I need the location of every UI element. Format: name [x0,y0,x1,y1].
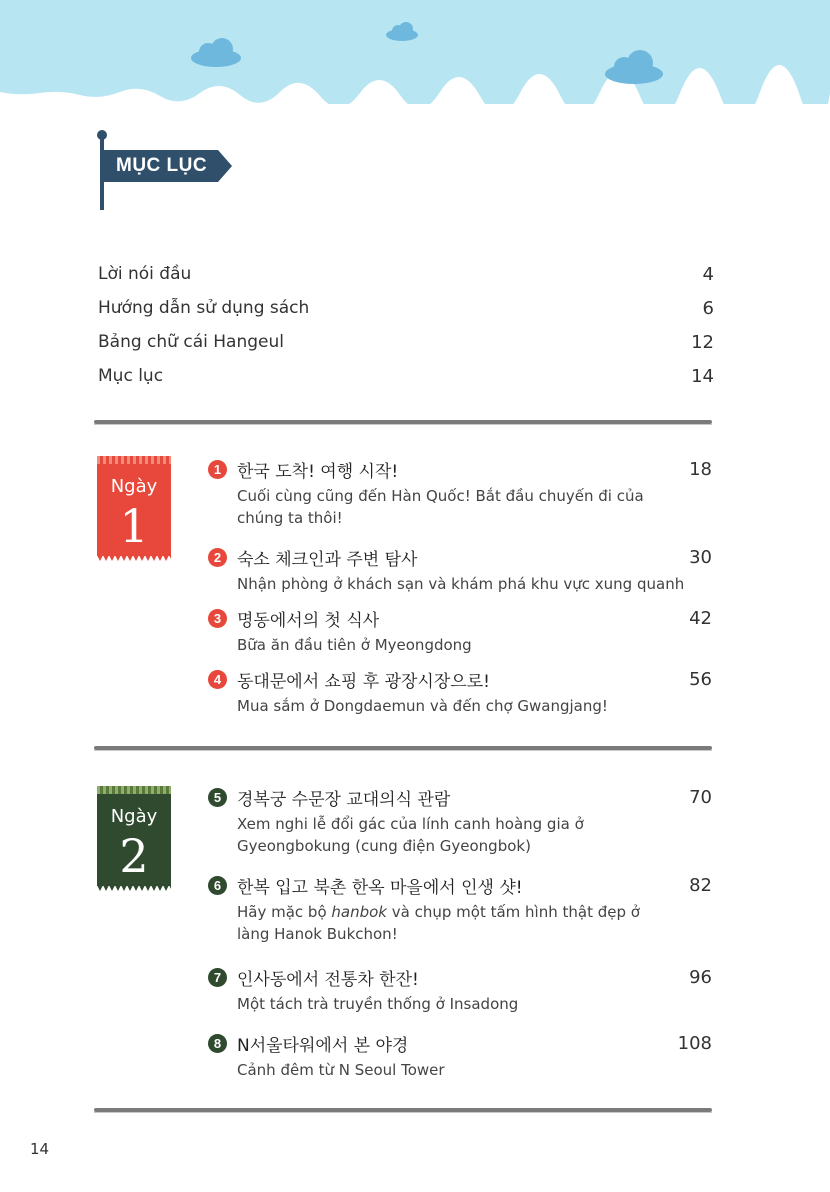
lesson-number-badge: 7 [208,968,227,987]
lesson-entry[interactable] [208,606,712,656]
sky-illustration [0,0,830,110]
lesson-page-number: 18 [689,458,712,480]
lesson-page-number: 56 [689,668,712,690]
lesson-entry[interactable] [208,785,712,857]
lesson-title-vietnamese: Bữa ăn đầu tiên ở Myeongdong [237,636,472,654]
lesson-page-number: 108 [677,1032,712,1054]
toc-entry[interactable]: Mục lục 14 [98,366,714,387]
flag-banner [104,150,232,182]
lesson-title-vietnamese: Xem nghi lễ đổi gác của lính canh hoàng gia ở Gyeongbokung (cung điện Gyeongbok) [237,815,584,855]
section-divider [94,1108,712,1112]
lesson-title-korean: 경복궁 수문장 교대의식 관람 [237,789,451,810]
lesson-number-badge: 3 [208,609,227,628]
lesson-page-number: 82 [689,874,712,896]
day-1-tag [97,456,171,556]
section-divider [94,420,712,424]
intro-list [98,264,714,400]
sky-banner [0,0,830,104]
lesson-title-vietnamese: Một tách trà truyền thống ở Insadong [237,995,519,1013]
lesson-entry[interactable] [208,457,712,529]
day-label: Ngày [110,476,158,497]
page-number: 14 [30,1140,50,1158]
lesson-title-vietnamese: Cảnh đêm từ N Seoul Tower [237,1061,445,1079]
day-tag-tab [97,456,171,464]
lesson-title-korean: 명동에서의 첫 식사 [237,610,380,631]
day-2-tag [97,786,171,886]
lesson-entry[interactable] [208,965,712,1015]
day-tag-tab [97,786,171,794]
lesson-page-number: 42 [689,607,712,629]
lesson-title-korean: 인사동에서 전통차 한잔! [237,969,419,990]
lesson-title-korean: 동대문에서 쇼핑 후 광장시장으로! [237,671,490,692]
cloud-icon [386,22,418,41]
lesson-entry[interactable] [208,545,712,595]
lesson-number-badge: 2 [208,548,227,567]
lesson-entry[interactable] [208,1031,712,1081]
lesson-number-badge: 6 [208,876,227,895]
lesson-page-number: 30 [689,546,712,568]
lesson-entry[interactable] [208,667,712,717]
lesson-title-vietnamese: Hãy mặc bộ hanbok và chụp một tấm hình thật đẹp ở làng Hanok Bukchon! [237,903,640,943]
cloud-icon [605,50,663,84]
lesson-page-number: 96 [689,966,712,988]
lesson-title-korean: 한국 도착! 여행 시작! [237,461,399,482]
lesson-title-korean: 숙소 체크인과 주변 탐사 [237,549,418,570]
lesson-number-badge: 4 [208,670,227,689]
toc-entry[interactable]: Lời nói đầu 4 [98,264,714,285]
lesson-title-vietnamese: Mua sắm ở Dongdaemun và đến chợ Gwangjang! [237,697,608,715]
lesson-page-number: 70 [689,786,712,808]
section-divider [94,746,712,750]
lesson-entry[interactable] [208,873,712,945]
lesson-title-korean: N서울타워에서 본 야경 [237,1035,409,1056]
lesson-number-badge: 1 [208,460,227,479]
day-number: 1 [119,499,149,553]
lesson-title-korean: 한복 입고 북촌 한옥 마을에서 인생 샷! [237,877,523,898]
lesson-title-vietnamese: Cuối cùng cũng đến Hàn Quốc! Bắt đầu chuyến đi của chúng ta thôi! [237,487,644,527]
toc-title-flag [96,130,246,214]
cloud-icon [191,38,241,67]
lesson-number-badge: 8 [208,1034,227,1053]
lesson-title-vietnamese: Nhận phòng ở khách sạn và khám phá khu vực xung quanh [237,575,685,593]
day-number: 2 [119,829,149,883]
day-label: Ngày [110,806,158,827]
toc-entry[interactable]: Hướng dẫn sử dụng sách 6 [98,298,714,319]
toc-entry[interactable]: Bảng chữ cái Hangeul 12 [98,332,714,353]
page-title: MỤC LỤC [116,155,208,176]
lesson-number-badge: 5 [208,788,227,807]
